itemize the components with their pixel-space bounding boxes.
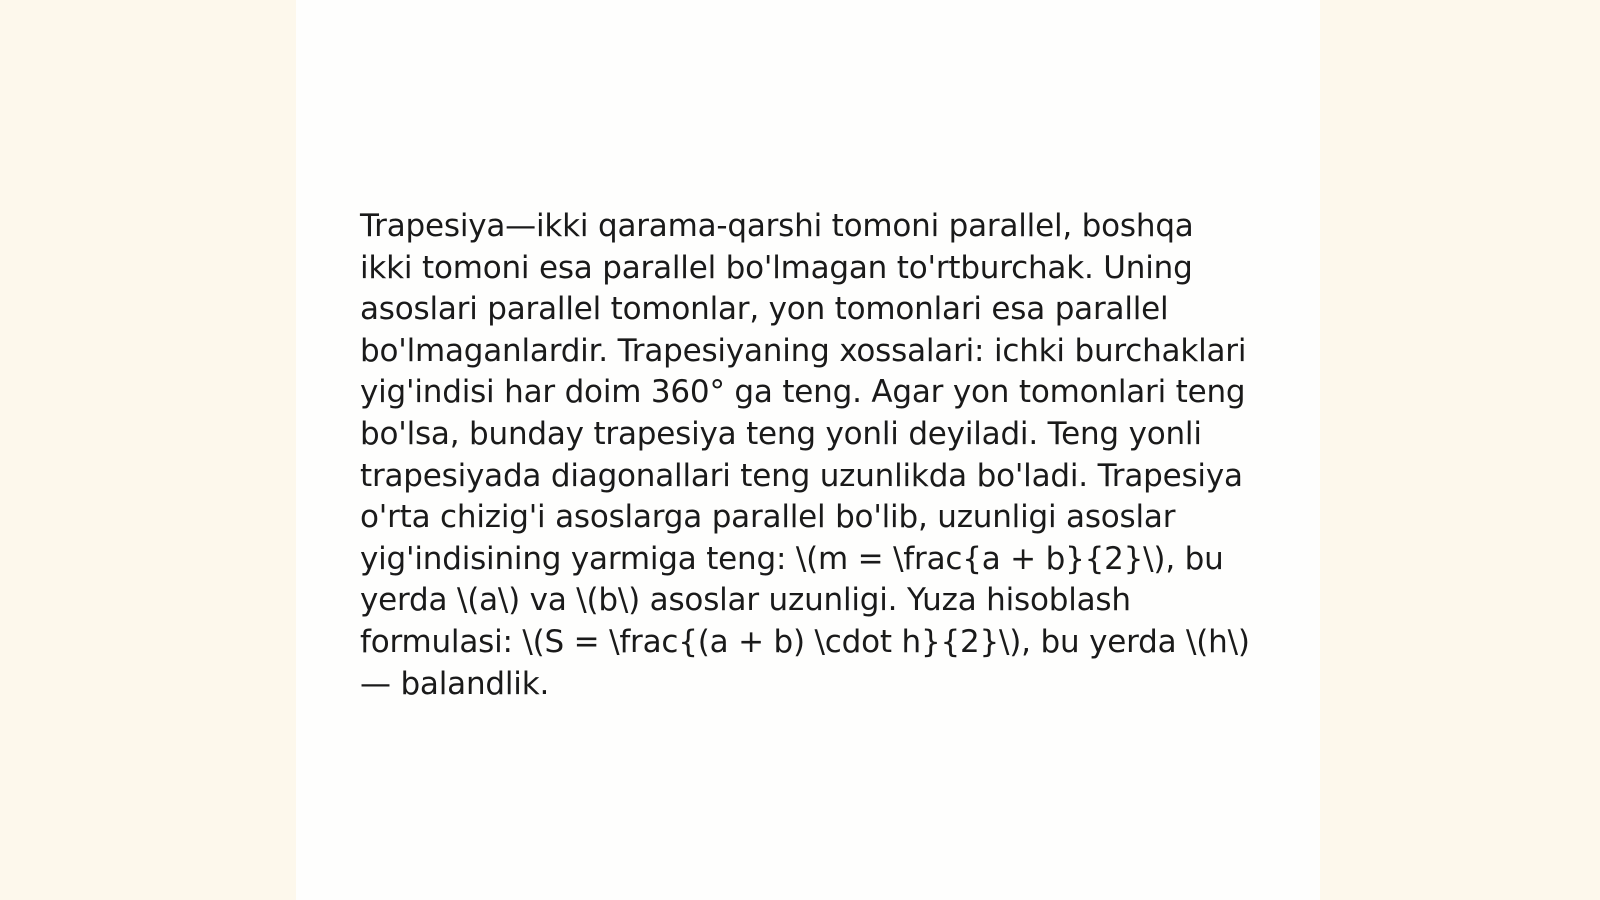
body-paragraph: Trapesiya—ikki qarama-qarshi tomoni parallel, boshqa ikki tomoni esa parallel bo'lmagan to'rtburchak. Uning asoslari parallel tomonlar, yon tomonlari esa parallel bo'lmaganlardir. Trapesiyaning xossalari: ichki burchaklari yig'indisi har doim 360° ga teng. Agar yon tomonlari teng bo'lsa, bunday trapesiya teng yonli deyiladi. Teng yonli trapesiyada diagonallari teng uzunlikda bo'ladi. Trapesiya o'rta chizig'i asoslarga parallel bo'lib, uzunligi asoslar yig'indisining yarmiga teng: \(m = \frac{a + b}{2}\), bu yerda \(a\) va \(b\) asoslar uzunligi. Yuza hisoblash formulasi: \(S = \frac{(a + b) \cdot h}{2}\), bu yerda \(h\) — balandlik. xyxy=(360,208,1250,702)
document-page xyxy=(296,0,1320,900)
